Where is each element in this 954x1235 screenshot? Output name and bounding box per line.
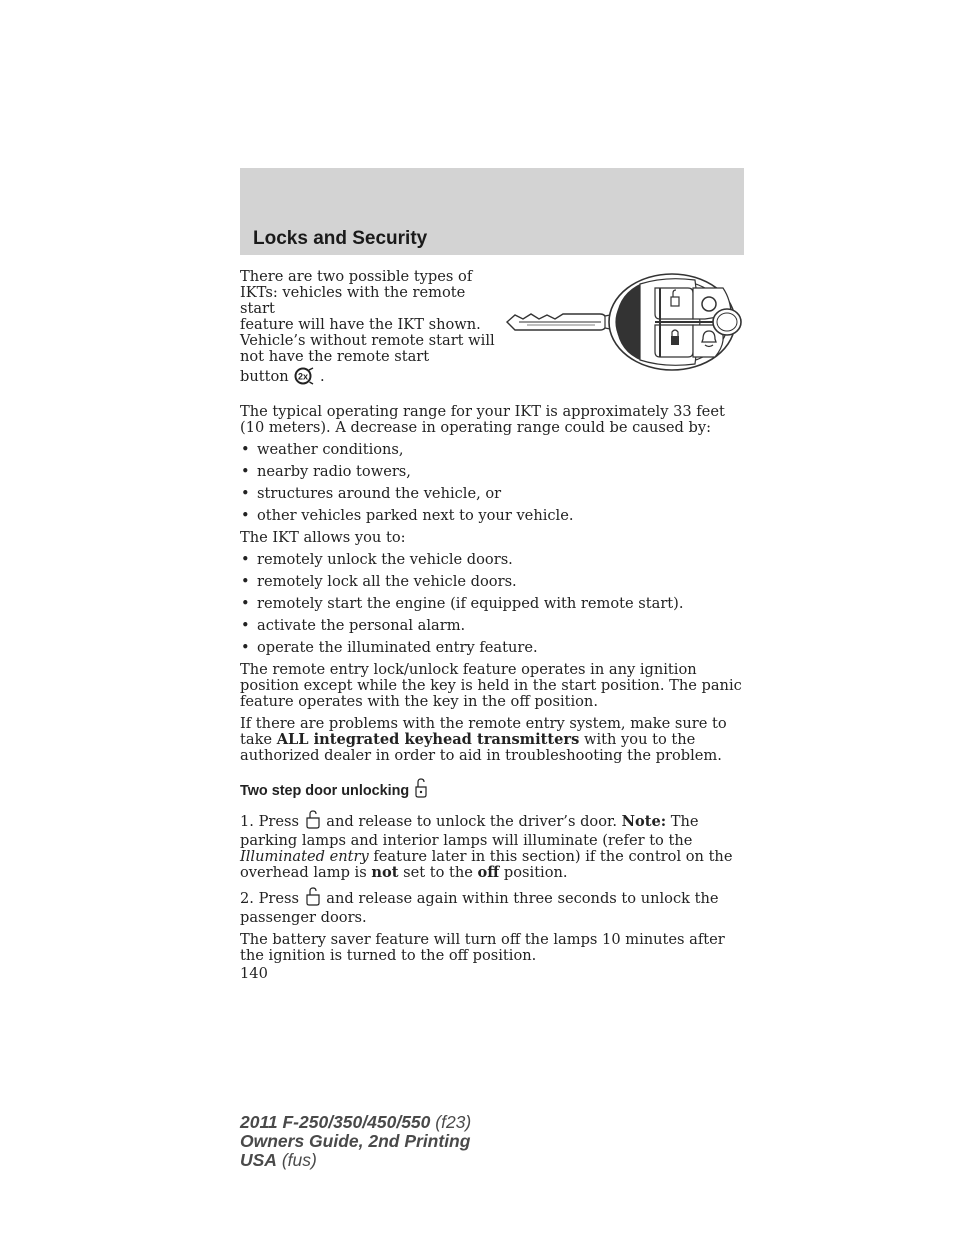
step-text: and release to unlock the driver’s door. (321, 813, 622, 830)
intro-line: feature will have the IKT shown. (240, 316, 481, 333)
footer-market: USA (240, 1150, 277, 1170)
lock-icon (671, 336, 679, 345)
list-item: • nearby radio towers, (240, 464, 750, 480)
allows-bullet-list (240, 552, 750, 656)
list-item: • other vehicles parked next to your vehicle. (240, 508, 750, 524)
step-1 (240, 810, 750, 881)
footer-line (240, 1151, 471, 1170)
intro-line: Vehicle’s without remote start will (240, 332, 495, 349)
two-step-heading-text: Two step door unlocking (240, 783, 410, 799)
problems-bold: ALL integrated keyhead transmitters (276, 731, 580, 748)
problems-text: with you to the authorized dealer in order to aid in troubleshooting the problem. (240, 731, 722, 764)
range-bullet-list (240, 442, 750, 524)
intro-paragraph (240, 269, 495, 389)
list-item: • remotely lock all the vehicle doors. (240, 574, 750, 590)
step-text: set to the (398, 864, 478, 881)
intro-button-word: button (240, 368, 289, 385)
step-bold: off (477, 864, 500, 881)
list-item: • activate the personal alarm. (240, 618, 750, 634)
allows-intro: The IKT allows you to: (240, 529, 406, 546)
footer-line (240, 1132, 471, 1151)
remote-start-icon (293, 367, 315, 389)
step-2 (240, 887, 750, 926)
remote-start-icon-label: 2x (298, 371, 309, 382)
intro-line: There are two possible types of (240, 268, 473, 285)
unlock-icon (304, 810, 322, 833)
step-text: position. (499, 864, 568, 881)
step-text: and release again within three seconds to unlock the passenger doors. (240, 890, 719, 926)
page-number: 140 (240, 965, 268, 982)
key-fob-illustration (505, 270, 745, 375)
two-step-heading (240, 778, 750, 802)
section-title: Locks and Security (253, 228, 428, 249)
step-text: The parking lamps and interior lamps will illuminate (refer to the (240, 813, 699, 849)
list-item: • operate the illuminated entry feature. (240, 640, 750, 656)
list-item: • remotely start the engine (if equipped with remote start). (240, 596, 750, 612)
unlock-icon (413, 778, 429, 802)
intro-period: . (319, 368, 325, 385)
battery-saver-paragraph: The battery saver feature will turn off the lamps 10 minutes after the ignition is turned to the off position. (240, 931, 725, 964)
footer-code: (fus) (276, 1150, 317, 1170)
footer-model: 2011 F-250/350/450/550 (240, 1112, 431, 1132)
list-item: • remotely unlock the vehicle doors. (240, 552, 750, 568)
step-text: 1. Press (240, 813, 299, 830)
document-footer (240, 1113, 471, 1170)
note-label: Note: (621, 813, 667, 830)
step-italic: Illuminated entry (240, 848, 369, 865)
list-item: • structures around the vehicle, or (240, 486, 750, 502)
main-content (240, 404, 750, 982)
footer-line (240, 1113, 471, 1132)
step-text: feature later in this section) if the control on the overhead lamp is (240, 848, 733, 881)
step-text: 2. Press (240, 890, 299, 907)
range-paragraph: The typical operating range for your IKT is approximately 33 feet (10 meters). A decrease in operating range could be caused by: (240, 403, 725, 436)
footer-guide: Owners Guide, 2nd Printing (240, 1131, 471, 1151)
footer-code: (f23) (430, 1112, 472, 1132)
intro-line: not have the remote start (240, 348, 430, 365)
problems-text: If there are problems with the remote entry system, make sure to take (240, 715, 727, 748)
intro-line (240, 367, 495, 389)
intro-line: IKTs: vehicles with the remote start (240, 284, 466, 317)
step-bold: not (371, 864, 399, 881)
feature-paragraph: The remote entry lock/unlock feature operates in any ignition position except while the key is held in the start position. The panic feature operates with the key in the off position. (240, 661, 742, 710)
problems-paragraph (240, 716, 750, 764)
list-item: • weather conditions, (240, 442, 750, 458)
unlock-icon (304, 887, 322, 910)
